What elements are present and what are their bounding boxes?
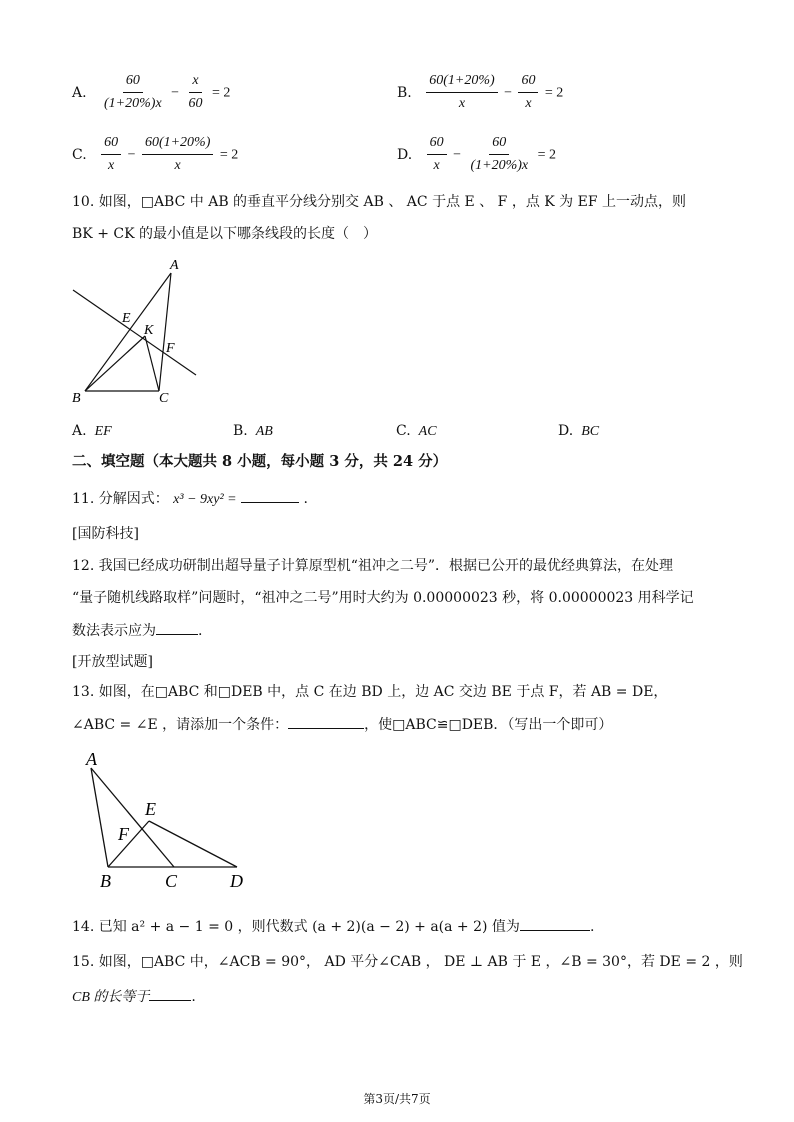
q13-line-1: 13. 如图，在□ABC 和□DEB 中，点 C 在边 BD 上，边 AC 交边 BE 于点 F，若 AB = DE， [72,684,668,700]
tag-open: [开放型试题] [72,654,153,670]
label-b: B [72,391,81,406]
perpendicular-bisector-line [73,290,196,375]
option-label: B. [397,84,412,101]
label-a: A [170,258,179,273]
q15-line-2: CB 的长等于 . [72,986,196,1008]
answer-blank[interactable] [241,488,299,503]
section-heading: 二、填空题（本大题共 8 小题，每小题 3 分，共 24 分） [72,453,448,470]
segment-ab [91,768,108,867]
segment-ac [91,768,174,867]
fraction: $\frac{60(1+20\%)}{x}$ [142,134,213,175]
fraction: $\frac{x}{60}$ [188,73,203,111]
label-c: C [159,391,169,406]
label-e: E [145,799,156,819]
fraction: $\frac{60}{(1+20\%)x}$ [104,73,162,111]
q10-option-a: A. EF [72,423,112,439]
q10-figure [60,252,220,412]
segment-bk [85,336,145,391]
label-k: K [144,323,154,338]
tag-defense: [国防科技] [72,526,139,542]
label-b: B [100,871,111,891]
segment-ac [159,273,171,391]
label-c: C [165,871,178,891]
q9-option-b: B. $\frac{60(1+20\%)}{x}$ − $\frac{60}{x}$ = 2 [397,73,564,111]
label-a: A [86,749,97,769]
q10-option-d: D. BC [558,423,600,439]
fraction: $\frac{60}{x}$ [427,134,447,175]
q14: 14. 已知 a² + a − 1 = 0 ，则代数式 (a + 2)(a − 2) + a(a + 2) 值为 . [72,916,594,937]
q10-line-1: 10. 如图，□ABC 中 AB 的垂直平分线分别交 AB 、 AC 于点 E 、 F ，点 K 为 EF 上一动点，则 [72,194,687,210]
option-label: D. [397,146,413,163]
answer-blank[interactable] [520,916,590,931]
q9-option-a: A. $\frac{60}{(1+20\%)x}$ − $\frac{x}{60}$ = 2 [72,73,231,111]
q10-option-b: B. AB [233,423,273,439]
segment-ed [149,821,237,867]
segment-ab [85,273,171,391]
fraction: $\frac{60}{(1+20\%)x}$ [470,135,529,173]
answer-blank[interactable] [156,620,198,635]
fraction: $\frac{60}{x}$ [101,134,121,175]
fraction: $\frac{60}{x}$ [518,72,538,113]
q9-option-c: C. $\frac{60}{x}$ − $\frac{60(1+20\%)}{x}$ = 2 [72,135,239,173]
q13-figure [78,745,258,895]
q12-line-1: 12. 我国已经成功研制出超导量子计算原型机“祖冲之二号”．根据已公开的最优经典算法，在处理 [72,558,674,574]
fraction: $\frac{60(1+20\%)}{x}$ [426,72,497,113]
option-label: A. [72,84,87,101]
option-label: C. [72,146,87,163]
q12-line-3: 数法表示应为 . [72,620,202,641]
q10-option-c: C. AC [396,423,437,439]
label-d: D [230,871,243,891]
label-f: F [118,824,129,844]
q15-line-1: 15. 如图，□ABC 中，∠ACB = 90°， AD 平分∠CAB ， DE ⊥ AB 于 E ，∠B = 30°，若 DE = 2 ，则 [72,954,743,970]
answer-blank[interactable] [149,986,191,1001]
label-e: E [122,311,131,326]
page-footer: 第3页/共7页 [363,1092,431,1106]
answer-blank[interactable] [288,714,364,729]
q10-line-2: BK + CK 的最小值是以下哪条线段的长度（ ） [72,226,377,242]
q12-line-2: “量子随机线路取样”问题时，“祖冲之二号”用时大约为 0.00000023 秒，将 0.00000023 用科学记 [72,590,694,606]
q13-line-2: ∠ABC = ∠E ，请添加一个条件： ，使□ABC≌□DEB．（写出一个即可） [72,714,612,735]
q9-option-d: D. $\frac{60}{x}$ − $\frac{60}{(1+20\%)x}$ = 2 [397,135,556,173]
q11: 11. 分解因式： x³ − 9xy² = . [72,488,308,510]
label-f: F [166,341,175,356]
